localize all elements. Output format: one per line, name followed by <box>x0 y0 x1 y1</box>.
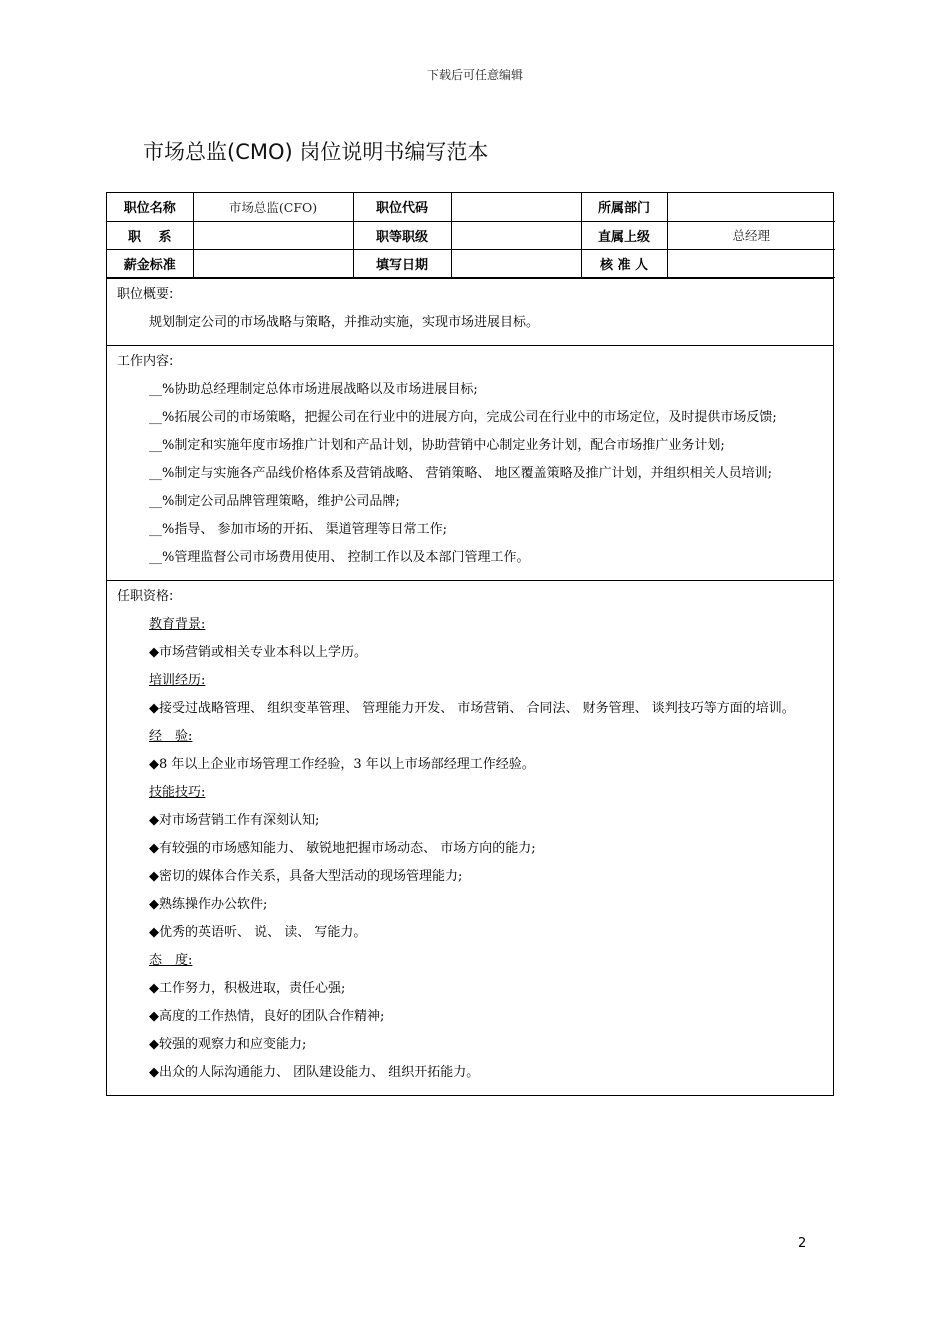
attitude-item: ◆较强的观察力和应变能力; <box>149 1036 307 1052</box>
document-title: 市场总监(CMO) 岗位说明书编写范本 <box>143 140 489 164</box>
label-salary-standard: 薪金标准 <box>107 249 193 277</box>
label-grade-level: 职等职级 <box>353 221 451 249</box>
training-label: 培训经历: <box>149 672 206 688</box>
value-direct-supervisor: 总经理 <box>667 221 835 249</box>
duty-item: __%指导、 参加市场的开拓、 渠道管理等日常工作; <box>149 521 447 537</box>
duty-item: __%协助总经理制定总体市场进展战略以及市场进展目标; <box>149 381 478 397</box>
label-approver: 核 准 人 <box>581 249 667 277</box>
duty-item: __%管理监督公司市场费用使用、 控制工作以及本部门管理工作。 <box>149 549 530 565</box>
info-row-3 <box>107 249 835 277</box>
value-position-code <box>451 193 581 221</box>
attitude-item: ◆出众的人际沟通能力、 团队建设能力、 组织开拓能力。 <box>149 1064 480 1080</box>
skills-label: 技能技巧: <box>149 784 206 800</box>
qualifications-section <box>107 580 833 1095</box>
qualifications-heading: 任职资格: <box>117 588 174 604</box>
education-item: ◆市场营销或相关专业本科以上学历。 <box>149 644 367 660</box>
label-job-family: 职 系 <box>107 221 193 249</box>
value-salary-standard <box>193 249 353 277</box>
attitude-item: ◆高度的工作热情，良好的团队合作精神; <box>149 1008 385 1024</box>
value-position-name: 市场总监(CFO) <box>193 193 353 221</box>
duty-item: __%制定和实施年度市场推广计划和产品计划，协助营销中心制定业务计划，配合市场推广业务计划; <box>149 437 725 453</box>
summary-section <box>107 278 833 345</box>
experience-item: ◆8 年以上企业市场管理工作经验，3 年以上市场部经理工作经验。 <box>149 756 535 772</box>
label-position-name: 职位名称 <box>107 193 193 221</box>
value-job-family <box>193 221 353 249</box>
info-row-2 <box>107 221 835 249</box>
duties-section <box>107 345 833 580</box>
value-department <box>667 193 835 221</box>
skill-item: ◆优秀的英语听、 说、 读、 写能力。 <box>149 924 367 940</box>
summary-text: 规划制定公司的市场战略与策略，并推动实施，实现市场进展目标。 <box>149 314 540 330</box>
experience-label: 经 验: <box>149 728 193 744</box>
skill-item: ◆对市场营销工作有深刻认知; <box>149 812 320 828</box>
duty-item: __%拓展公司的市场策略，把握公司在行业中的进展方向，完成公司在行业中的市场定位，及时提供市场反馈; <box>149 409 777 425</box>
value-approver <box>667 249 835 277</box>
skill-item: ◆熟练操作办公软件; <box>149 896 268 912</box>
attitude-item: ◆工作努力，积极进取，责任心强; <box>149 980 346 996</box>
summary-heading: 职位概要: <box>117 286 174 302</box>
label-fill-date: 填写日期 <box>353 249 451 277</box>
training-item: ◆接受过战略管理、 组织变革管理、 管理能力开发、 市场营销、 合同法、 财务管理、 谈判技巧等方面的培训。 <box>149 700 795 716</box>
skill-item: ◆密切的媒体合作关系，具备大型活动的现场管理能力; <box>149 868 463 884</box>
duties-heading: 工作内容: <box>117 353 174 369</box>
label-direct-supervisor: 直属上级 <box>581 221 667 249</box>
duty-item: __%制定公司品牌管理策略，维护公司品牌; <box>149 493 400 509</box>
skill-item: ◆有较强的市场感知能力、 敏锐地把握市场动态、 市场方向的能力; <box>149 840 536 856</box>
info-row-1 <box>107 193 835 221</box>
page-number: 2 <box>798 1236 807 1251</box>
value-fill-date <box>451 249 581 277</box>
label-position-code: 职位代码 <box>353 193 451 221</box>
job-description-table <box>106 192 834 1096</box>
education-label: 教育背景: <box>149 616 206 632</box>
label-department: 所属部门 <box>581 193 667 221</box>
header-note: 下载后可任意编辑 <box>426 68 523 82</box>
attitude-label: 态 度: <box>149 952 193 968</box>
basic-info-table <box>107 193 835 278</box>
duty-item: __%制定与实施各产品线价格体系及营销战略、 营销策略、 地区覆盖策略及推广计划，并组织相关人员培训; <box>149 465 772 481</box>
value-grade-level <box>451 221 581 249</box>
